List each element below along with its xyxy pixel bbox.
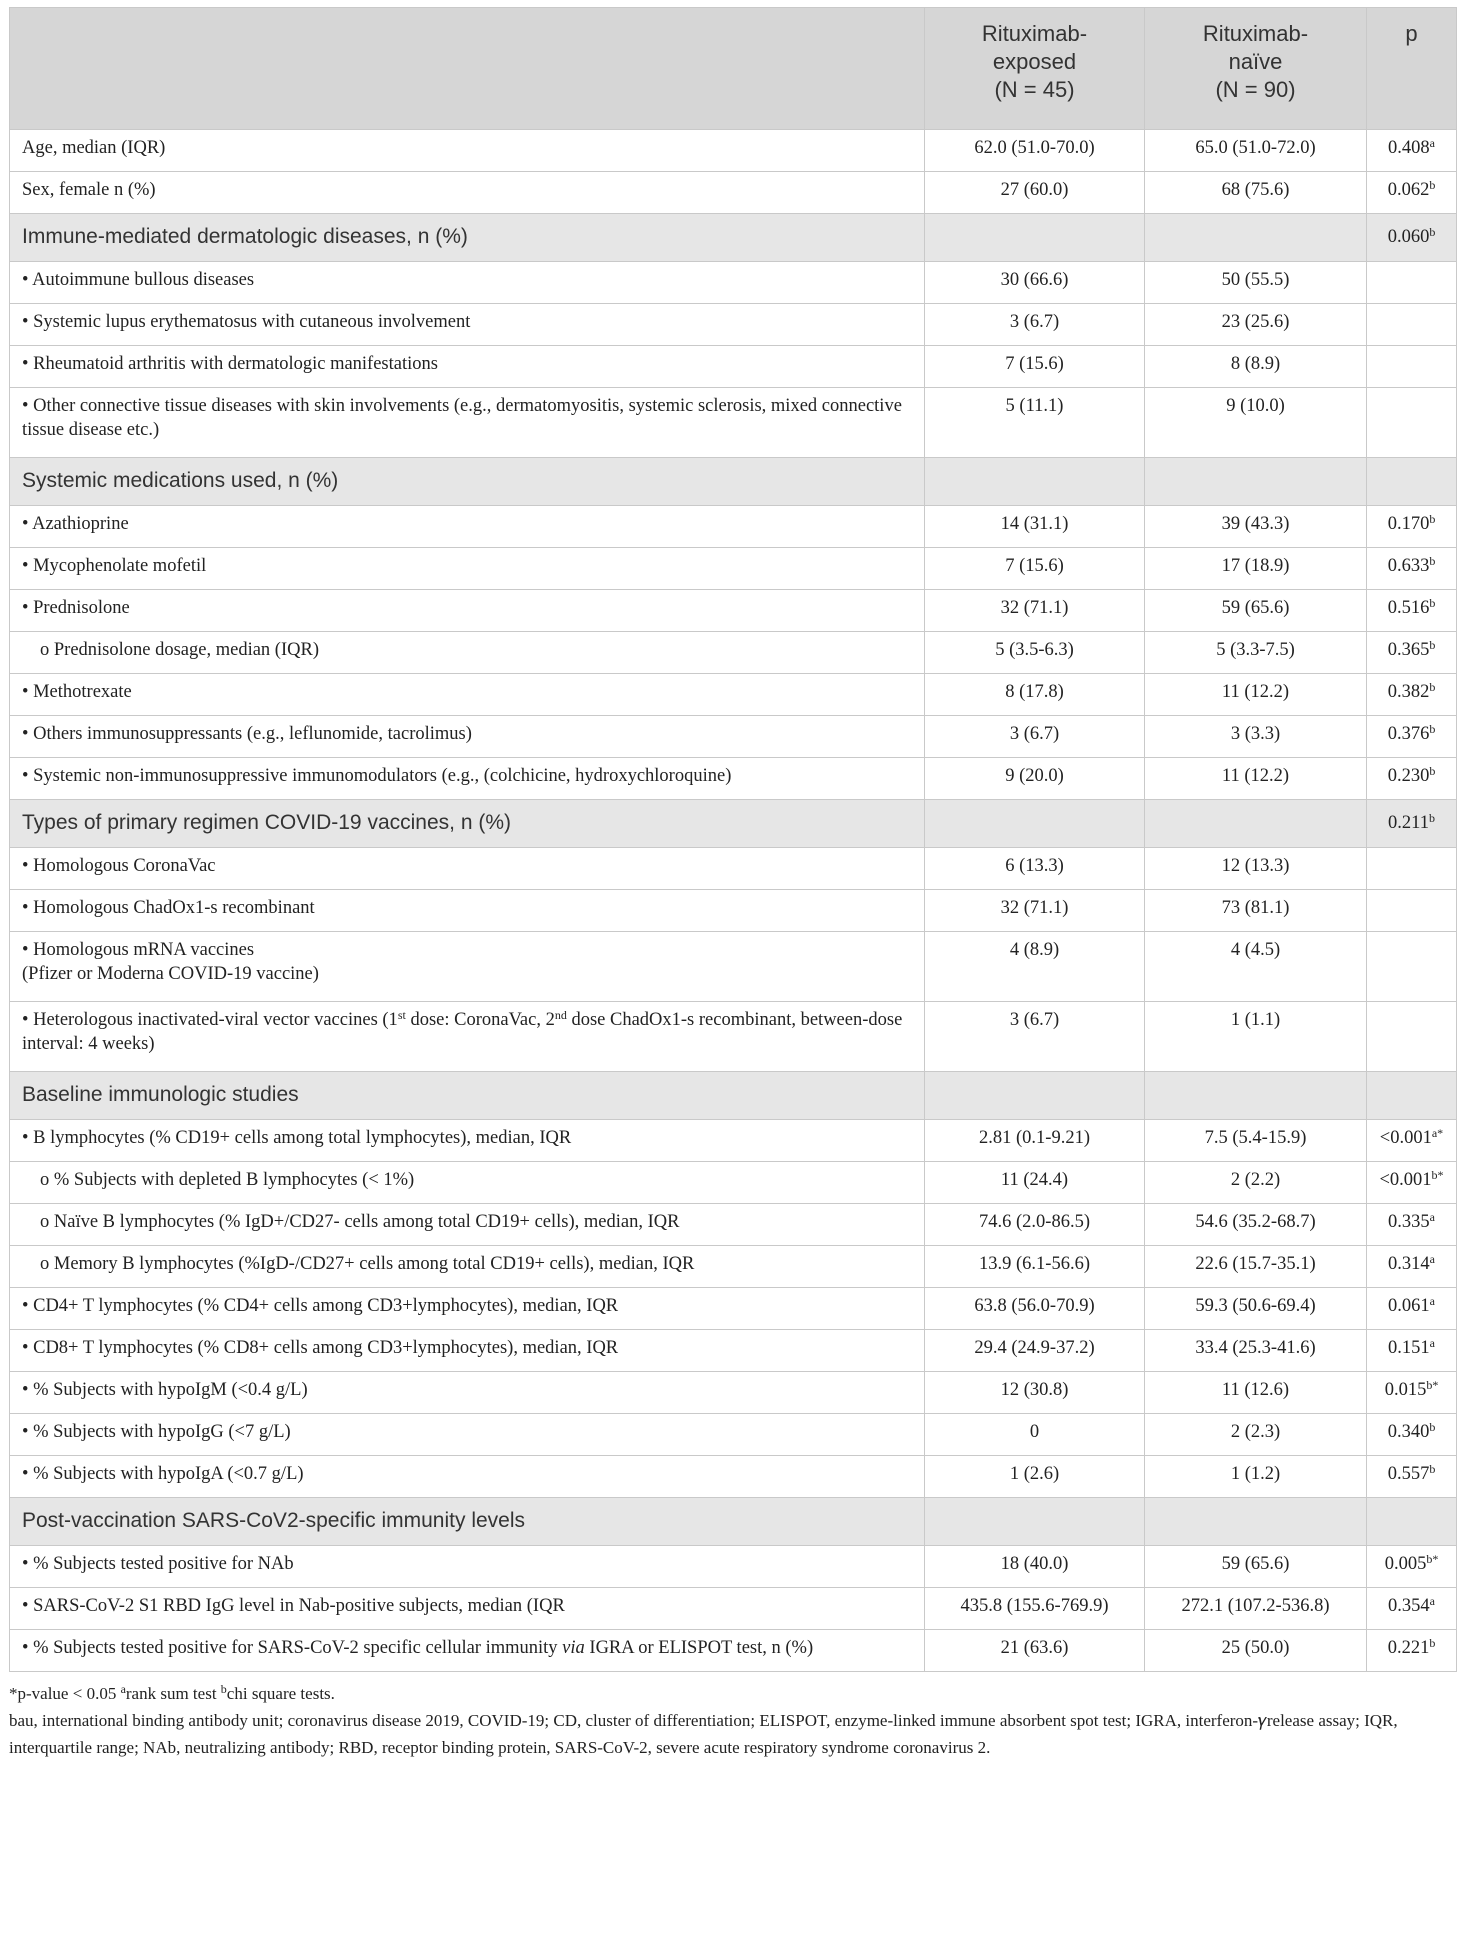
ordinal-suffix: st: [397, 1008, 406, 1022]
table-row: [10, 1456, 1457, 1498]
value-rituximab-naive: 22.6 (15.7-35.1): [1145, 1246, 1367, 1288]
row-label-part: • Heterologous inactivated-viral vector vaccines (1: [22, 1010, 398, 1030]
value-rituximab-exposed: 8 (17.8): [925, 674, 1145, 716]
p-value: [1367, 1546, 1457, 1588]
section-row: [10, 800, 1457, 848]
value-rituximab-exposed: 11 (24.4): [925, 1162, 1145, 1204]
value-rituximab-exposed: [925, 214, 1145, 262]
p-value-test-mark: b: [1429, 596, 1436, 610]
p-value-number: 0.354: [1388, 1596, 1430, 1616]
p-value: [1367, 1456, 1457, 1498]
p-value: [1367, 262, 1457, 304]
table-row: [10, 758, 1457, 800]
table-row: [10, 346, 1457, 388]
p-value: [1367, 1630, 1457, 1672]
p-value: [1367, 800, 1457, 848]
value-rituximab-exposed: 13.9 (6.1-56.6): [925, 1246, 1145, 1288]
p-value-number: 0.633: [1387, 556, 1430, 576]
p-value-test-mark: b: [1429, 225, 1436, 239]
row-label: • B lymphocytes (% CD19+ cells among total lymphocytes), median, IQR: [10, 1120, 925, 1162]
p-value-test-mark: b: [1429, 178, 1436, 192]
row-label: Age, median (IQR): [10, 130, 925, 172]
p-value: [1367, 1002, 1457, 1072]
value-rituximab-exposed: 4 (8.9): [925, 932, 1145, 1002]
row-label: o Naïve B lymphocytes (% IgD+/CD27- cells among total CD19+ cells), median, IQR: [10, 1204, 925, 1246]
value-rituximab-naive: 23 (25.6): [1145, 304, 1367, 346]
table-header: [10, 8, 1457, 130]
section-row: [10, 458, 1457, 506]
value-rituximab-naive: 12 (13.3): [1145, 848, 1367, 890]
footnote-abbreviations: bau, international binding antibody unit; coronavirus disease 2019, COVID-19; CD, cluster of differentiation; ELISPOT, enzyme-linked immune absorbent spot test; IGRA, interferon-𝛾release assay; IQR, interquartile range; NAb, neutralizing antibody; RBD, receptor binding protein, SARS-CoV-2, severe acute respiratory syndrome coronavirus 2.: [9, 1711, 1398, 1757]
p-value: [1367, 674, 1457, 716]
row-label: • Methotrexate: [10, 674, 925, 716]
value-rituximab-naive: 65.0 (51.0-72.0): [1145, 130, 1367, 172]
value-rituximab-naive: 11 (12.2): [1145, 674, 1367, 716]
footnote-b-text: chi square tests.: [226, 1684, 335, 1703]
value-rituximab-naive: 3 (3.3): [1145, 716, 1367, 758]
table-row: [10, 130, 1457, 172]
table-row: [10, 932, 1457, 1002]
value-rituximab-naive: 25 (50.0): [1145, 1630, 1367, 1672]
value-rituximab-naive: 50 (55.5): [1145, 262, 1367, 304]
value-rituximab-naive: [1145, 800, 1367, 848]
table-row: [10, 1162, 1457, 1204]
p-value-test-mark: b: [1429, 722, 1436, 736]
header-naive-line3: (N = 90): [1215, 77, 1296, 102]
ordinal-suffix: nd: [554, 1008, 567, 1022]
row-label: • Azathioprine: [10, 506, 925, 548]
p-value-test-mark: b: [1428, 811, 1435, 825]
footnote-star: *p-value < 0.05: [9, 1684, 121, 1703]
value-rituximab-exposed: 27 (60.0): [925, 172, 1145, 214]
p-value-test-mark: b: [1429, 1636, 1436, 1650]
table-row: [10, 716, 1457, 758]
value-rituximab-naive: 7.5 (5.4-15.9): [1145, 1120, 1367, 1162]
value-rituximab-exposed: [925, 1498, 1145, 1546]
value-rituximab-naive: 4 (4.5): [1145, 932, 1367, 1002]
value-rituximab-naive: [1145, 214, 1367, 262]
value-rituximab-naive: 1 (1.1): [1145, 1002, 1367, 1072]
section-label: Immune-mediated dermatologic diseases, n (%): [10, 214, 925, 262]
value-rituximab-exposed: [925, 458, 1145, 506]
p-value-number: 0.060: [1387, 227, 1430, 247]
row-label: • Systemic non-immunosuppressive immunomodulators (e.g., (colchicine, hydroxychloroquine): [10, 758, 925, 800]
value-rituximab-exposed: 9 (20.0): [925, 758, 1145, 800]
p-value: [1367, 1414, 1457, 1456]
p-value: [1367, 1246, 1457, 1288]
p-value-test-mark: a*: [1431, 1126, 1444, 1140]
p-value: [1367, 506, 1457, 548]
p-value-test-mark: a: [1429, 1336, 1435, 1350]
p-value-number: 0.005: [1384, 1554, 1427, 1574]
value-rituximab-exposed: 74.6 (2.0-86.5): [925, 1204, 1145, 1246]
p-value: [1367, 548, 1457, 590]
value-rituximab-naive: 59.3 (50.6-69.4): [1145, 1288, 1367, 1330]
header-exposed-line2: exposed: [992, 49, 1077, 74]
table-body: [10, 130, 1457, 1672]
header-naive-line2: naïve: [1228, 49, 1283, 74]
value-rituximab-naive: 68 (75.6): [1145, 172, 1367, 214]
p-value-number: <0.001: [1379, 1128, 1432, 1148]
row-label: • CD8+ T lymphocytes (% CD8+ cells among CD3+lymphocytes), median, IQR: [10, 1330, 925, 1372]
p-value: [1367, 304, 1457, 346]
p-value-number: 0.340: [1387, 1422, 1430, 1442]
row-label: • SARS-CoV-2 S1 RBD IgG level in Nab-positive subjects, median (IQR: [10, 1588, 925, 1630]
p-value: [1367, 632, 1457, 674]
p-value-number: 0.376: [1387, 724, 1430, 744]
header-exposed-line1: Rituximab-: [981, 21, 1088, 46]
row-label: • Prednisolone: [10, 590, 925, 632]
row-label: o % Subjects with depleted B lymphocytes (< 1%): [10, 1162, 925, 1204]
row-label: • % Subjects with hypoIgM (<0.4 g/L): [10, 1372, 925, 1414]
value-rituximab-naive: 33.4 (25.3-41.6): [1145, 1330, 1367, 1372]
row-label: Sex, female n (%): [10, 172, 925, 214]
row-label: • % Subjects with hypoIgA (<0.7 g/L): [10, 1456, 925, 1498]
header-naive-line1: Rituximab-: [1202, 21, 1309, 46]
row-label: • Homologous ChadOx1-s recombinant: [10, 890, 925, 932]
value-rituximab-exposed: 30 (66.6): [925, 262, 1145, 304]
value-rituximab-naive: 5 (3.3-7.5): [1145, 632, 1367, 674]
row-label: • Autoimmune bullous diseases: [10, 262, 925, 304]
p-value: [1367, 890, 1457, 932]
p-value-test-mark: a: [1429, 1252, 1435, 1266]
p-value-number: 0.061: [1388, 1296, 1430, 1316]
p-value: [1367, 346, 1457, 388]
value-rituximab-naive: [1145, 1498, 1367, 1546]
p-value: [1367, 458, 1457, 506]
p-value-number: 0.365: [1387, 640, 1430, 660]
value-rituximab-naive: 73 (81.1): [1145, 890, 1367, 932]
p-value: [1367, 716, 1457, 758]
p-value: [1367, 1588, 1457, 1630]
value-rituximab-naive: 1 (1.2): [1145, 1456, 1367, 1498]
p-value-test-mark: a: [1429, 136, 1435, 150]
p-value: [1367, 590, 1457, 632]
value-rituximab-naive: 59 (65.6): [1145, 590, 1367, 632]
row-label-part: • % Subjects tested positive for SARS-CoV-2 specific cellular immunity: [22, 1638, 563, 1658]
p-value-number: 0.516: [1387, 598, 1430, 618]
row-label: • Other connective tissue diseases with skin involvements (e.g., dermatomyositis, systemic sclerosis, mixed connective tissue disease etc.): [10, 388, 925, 458]
p-value-number: 0.335: [1388, 1212, 1430, 1232]
value-rituximab-exposed: 1 (2.6): [925, 1456, 1145, 1498]
p-value-test-mark: b: [1429, 680, 1436, 694]
p-value-test-mark: a: [1429, 1210, 1435, 1224]
value-rituximab-naive: 17 (18.9): [1145, 548, 1367, 590]
table-row: [10, 1330, 1457, 1372]
baseline-characteristics-table: [9, 7, 1457, 1672]
table-row: [10, 1414, 1457, 1456]
section-row: [10, 214, 1457, 262]
row-label: • CD4+ T lymphocytes (% CD4+ cells among CD3+lymphocytes), median, IQR: [10, 1288, 925, 1330]
row-label: o Memory B lymphocytes (%IgD-/CD27+ cells among total CD19+ cells), median, IQR: [10, 1246, 925, 1288]
p-value-test-mark: b: [1429, 638, 1436, 652]
value-rituximab-naive: 2 (2.3): [1145, 1414, 1367, 1456]
table-row: [10, 890, 1457, 932]
p-value: [1367, 1162, 1457, 1204]
table-row: [10, 674, 1457, 716]
p-value-number: <0.001: [1379, 1170, 1432, 1190]
p-value: [1367, 932, 1457, 1002]
footnote-a-text: rank sum test: [125, 1684, 221, 1703]
p-value-number: 0.408: [1388, 138, 1430, 158]
value-rituximab-naive: 9 (10.0): [1145, 388, 1367, 458]
p-value: [1367, 214, 1457, 262]
table-row: [10, 1630, 1457, 1672]
value-rituximab-exposed: 7 (15.6): [925, 548, 1145, 590]
row-label-part: dose ChadOx1-s recombinant, between-dose interval: 4 weeks): [22, 1010, 903, 1054]
p-value: [1367, 1288, 1457, 1330]
value-rituximab-naive: 11 (12.2): [1145, 758, 1367, 800]
value-rituximab-exposed: 6 (13.3): [925, 848, 1145, 890]
p-value-number: 0.211: [1388, 813, 1429, 833]
header-rituximab-exposed: [925, 8, 1145, 130]
table-row: [10, 1120, 1457, 1162]
p-value-test-mark: b: [1429, 764, 1436, 778]
value-rituximab-exposed: 2.81 (0.1-9.21): [925, 1120, 1145, 1162]
row-label: • % Subjects tested positive for NAb: [10, 1546, 925, 1588]
value-rituximab-exposed: 21 (63.6): [925, 1630, 1145, 1672]
section-label: Types of primary regimen COVID-19 vaccines, n (%): [10, 800, 925, 848]
value-rituximab-exposed: 435.8 (155.6-769.9): [925, 1588, 1145, 1630]
p-value-test-mark: b: [1429, 554, 1436, 568]
p-value: [1367, 172, 1457, 214]
value-rituximab-exposed: 3 (6.7): [925, 1002, 1145, 1072]
section-label: Post-vaccination SARS-CoV2-specific immunity levels: [10, 1498, 925, 1546]
value-rituximab-exposed: 5 (3.5-6.3): [925, 632, 1145, 674]
row-label: • Systemic lupus erythematosus with cutaneous involvement: [10, 304, 925, 346]
value-rituximab-naive: 8 (8.9): [1145, 346, 1367, 388]
section-label: Baseline immunologic studies: [10, 1072, 925, 1120]
table-row: [10, 262, 1457, 304]
value-rituximab-exposed: [925, 1072, 1145, 1120]
table-row: [10, 590, 1457, 632]
p-value-number: 0.230: [1387, 766, 1430, 786]
section-label: Systemic medications used, n (%): [10, 458, 925, 506]
footnote-significance: [9, 1680, 1456, 1707]
row-label: • Others immunosuppressants (e.g., leflunomide, tacrolimus): [10, 716, 925, 758]
row-label: • Homologous CoronaVac: [10, 848, 925, 890]
table-row: [10, 304, 1457, 346]
row-label: o Prednisolone dosage, median (IQR): [10, 632, 925, 674]
p-value-number: 0.151: [1388, 1338, 1430, 1358]
p-value: [1367, 130, 1457, 172]
p-value-test-mark: b*: [1426, 1378, 1439, 1392]
p-value: [1367, 1330, 1457, 1372]
table-row: [10, 1204, 1457, 1246]
footnote-a-mark: a: [120, 1682, 126, 1696]
table-figure: [9, 7, 1456, 1761]
value-rituximab-exposed: 3 (6.7): [925, 304, 1145, 346]
row-label-line: (Pfizer or Moderna COVID-19 vaccine): [22, 964, 319, 984]
header-characteristic: [10, 8, 925, 130]
p-value-number: 0.557: [1387, 1464, 1430, 1484]
header-rituximab-naive: [1145, 8, 1367, 130]
p-value: [1367, 758, 1457, 800]
value-rituximab-exposed: 14 (31.1): [925, 506, 1145, 548]
table-row: [10, 1372, 1457, 1414]
p-value-number: 0.015: [1384, 1380, 1427, 1400]
table-row: [10, 632, 1457, 674]
value-rituximab-naive: 59 (65.6): [1145, 1546, 1367, 1588]
p-value: [1367, 1120, 1457, 1162]
p-value-test-mark: a: [1429, 1294, 1435, 1308]
table-row: [10, 506, 1457, 548]
p-value-test-mark: b: [1429, 1420, 1436, 1434]
value-rituximab-naive: 39 (43.3): [1145, 506, 1367, 548]
value-rituximab-exposed: 7 (15.6): [925, 346, 1145, 388]
p-value: [1367, 1372, 1457, 1414]
table-row: [10, 388, 1457, 458]
value-rituximab-naive: [1145, 1072, 1367, 1120]
p-value-number: 0.314: [1388, 1254, 1430, 1274]
section-row: [10, 1498, 1457, 1546]
value-rituximab-exposed: 18 (40.0): [925, 1546, 1145, 1588]
row-label: • % Subjects with hypoIgG (<7 g/L): [10, 1414, 925, 1456]
p-value-number: 0.170: [1387, 514, 1430, 534]
footnotes: [9, 1680, 1456, 1761]
value-rituximab-exposed: 5 (11.1): [925, 388, 1145, 458]
value-rituximab-naive: 272.1 (107.2-536.8): [1145, 1588, 1367, 1630]
footnote-b-mark: b: [220, 1682, 227, 1696]
value-rituximab-exposed: [925, 800, 1145, 848]
section-row: [10, 1072, 1457, 1120]
row-label: • Mycophenolate mofetil: [10, 548, 925, 590]
row-label-part: IGRA or ELISPOT test, n (%): [584, 1638, 814, 1658]
p-value-test-mark: b*: [1426, 1552, 1439, 1566]
value-rituximab-exposed: 3 (6.7): [925, 716, 1145, 758]
p-value: [1367, 388, 1457, 458]
value-rituximab-exposed: 63.8 (56.0-70.9): [925, 1288, 1145, 1330]
p-value-test-mark: b: [1429, 512, 1436, 526]
value-rituximab-exposed: 12 (30.8): [925, 1372, 1145, 1414]
p-value: [1367, 848, 1457, 890]
row-label: [10, 1630, 925, 1672]
p-value-test-mark: b*: [1431, 1168, 1444, 1182]
table-row: [10, 1002, 1457, 1072]
header-exposed-line3: (N = 45): [994, 77, 1075, 102]
value-rituximab-naive: 54.6 (35.2-68.7): [1145, 1204, 1367, 1246]
p-value-test-mark: b: [1429, 1462, 1436, 1476]
p-value-number: 0.221: [1387, 1638, 1430, 1658]
p-value: [1367, 1498, 1457, 1546]
p-value-test-mark: a: [1429, 1594, 1435, 1608]
row-label: [10, 932, 925, 1002]
row-label-italic: via: [562, 1638, 585, 1658]
table-row: [10, 1246, 1457, 1288]
table-row: [10, 172, 1457, 214]
table-row: [10, 1546, 1457, 1588]
p-value: [1367, 1204, 1457, 1246]
table-row: [10, 1588, 1457, 1630]
table-row: [10, 548, 1457, 590]
p-value-number: 0.062: [1387, 180, 1430, 200]
row-label-part: dose: CoronaVac, 2: [405, 1010, 555, 1030]
row-label: [10, 1002, 925, 1072]
value-rituximab-exposed: 62.0 (51.0-70.0): [925, 130, 1145, 172]
p-value-number: 0.382: [1387, 682, 1430, 702]
value-rituximab-exposed: 0: [925, 1414, 1145, 1456]
value-rituximab-exposed: 32 (71.1): [925, 890, 1145, 932]
table-row: [10, 1288, 1457, 1330]
header-p-value: p: [1367, 8, 1457, 130]
p-value: [1367, 1072, 1457, 1120]
row-label-line: • Homologous mRNA vaccines: [22, 940, 255, 960]
value-rituximab-naive: 2 (2.2): [1145, 1162, 1367, 1204]
value-rituximab-exposed: 32 (71.1): [925, 590, 1145, 632]
table-row: [10, 848, 1457, 890]
value-rituximab-naive: 11 (12.6): [1145, 1372, 1367, 1414]
value-rituximab-naive: [1145, 458, 1367, 506]
value-rituximab-exposed: 29.4 (24.9-37.2): [925, 1330, 1145, 1372]
row-label: • Rheumatoid arthritis with dermatologic manifestations: [10, 346, 925, 388]
